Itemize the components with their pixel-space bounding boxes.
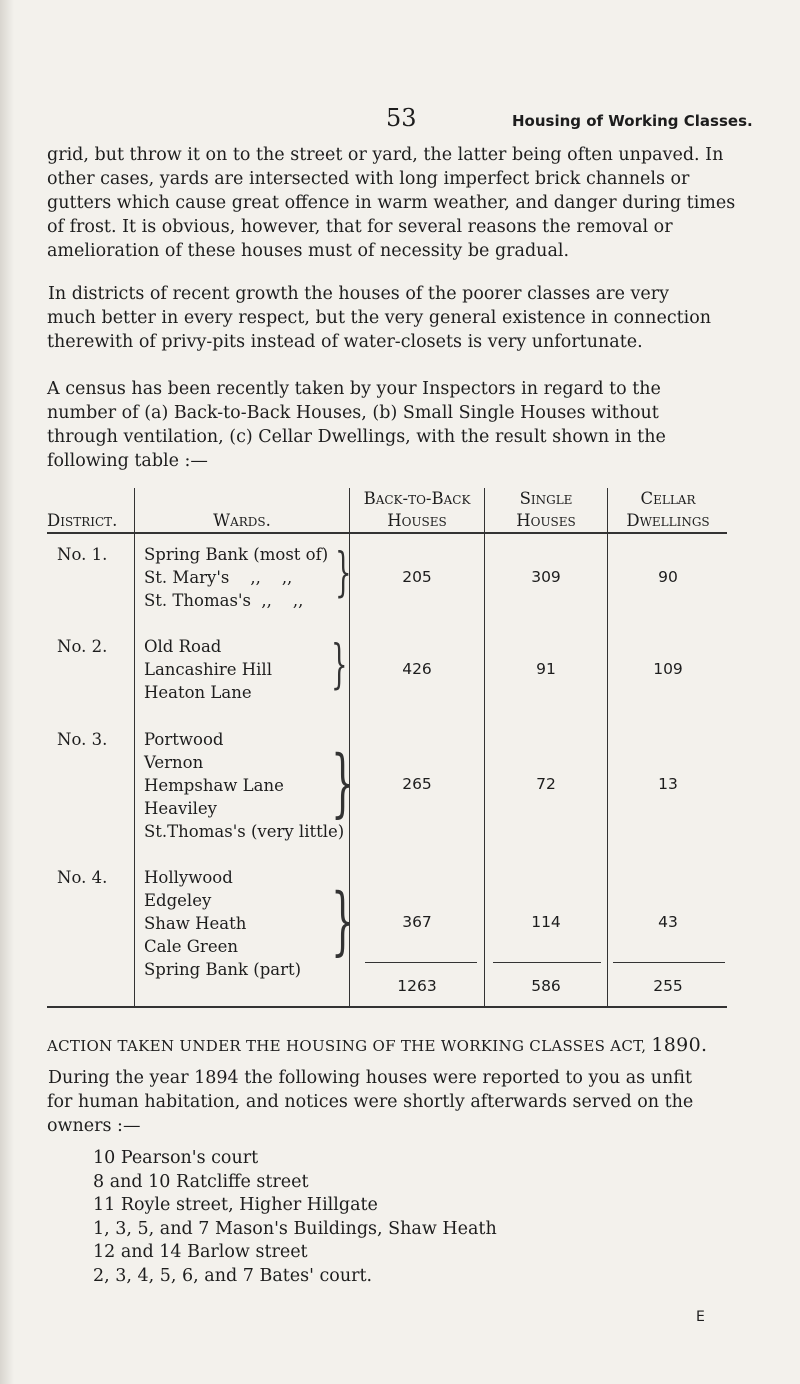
ward-name: Shaw Heath	[144, 914, 247, 933]
ward-name: Old Road	[144, 637, 222, 656]
brace-mark: }	[335, 543, 352, 603]
cellar-dwellings-value: 109	[653, 660, 683, 678]
ward-name: Hempshaw Lane	[144, 776, 284, 795]
paragraph-line: other cases, yards are intersected with long imperfect brick channels or	[47, 169, 690, 189]
list-item: 1, 3, 5, and 7 Mason's Buildings, Shaw Heath	[93, 1218, 497, 1239]
paragraph-line: During the year 1894 the following houses were reported to you as unfit	[48, 1068, 692, 1088]
ward-name: St. Thomas's ,, ,,	[144, 591, 304, 610]
single-houses-value: 309	[531, 568, 561, 586]
district-cell: No. 1.	[57, 545, 108, 564]
back-to-back-value: 367	[402, 913, 432, 931]
single-houses-value: 72	[536, 775, 556, 793]
paragraph-line: therewith of privy-pits instead of water-closets is very unfortunate.	[47, 332, 643, 352]
single-houses-value: 91	[536, 660, 556, 678]
paragraph-line: for human habitation, and notices were shortly afterwards served on the	[47, 1092, 694, 1112]
paragraph-line: through ventilation, (c) Cellar Dwellings, with the result shown in the	[47, 427, 666, 447]
section-heading-year: 1890.	[651, 1034, 708, 1056]
header-wards: Wards.	[213, 511, 271, 530]
section-heading	[47, 1034, 707, 1056]
bottom-rule	[47, 1006, 727, 1008]
back-to-back-value: 265	[402, 775, 432, 793]
district-cell: No. 4.	[57, 868, 108, 887]
list-item: 2, 3, 4, 5, 6, and 7 Bates' court.	[93, 1265, 373, 1286]
header-rule	[47, 532, 727, 534]
list-item: 8 and 10 Ratcliffe street	[93, 1171, 309, 1192]
list-item: 12 and 14 Barlow street	[93, 1242, 308, 1262]
column-divider	[484, 488, 485, 1006]
ward-name: Spring Bank (most of)	[144, 545, 329, 564]
ward-name: St. Mary's ,, ,,	[144, 568, 293, 587]
header-cellar-1: Cellar	[640, 489, 696, 508]
paragraph-line: owners :—	[47, 1116, 141, 1136]
cellar-dwellings-value: 90	[658, 568, 678, 586]
ward-name: St.Thomas's (very little)	[144, 822, 345, 841]
back-to-back-value: 426	[402, 660, 432, 678]
brace-mark: }	[331, 740, 355, 826]
total-rule	[365, 962, 477, 963]
list-item: 11 Royle street, Higher Hillgate	[93, 1195, 378, 1215]
header-single-1: Single	[519, 489, 573, 508]
page-number: 53	[386, 104, 417, 132]
total-single-houses: 586	[531, 977, 561, 995]
unfit-houses-list	[93, 1147, 497, 1288]
back-to-back-value: 205	[402, 568, 432, 586]
ward-name: Spring Bank (part)	[144, 960, 302, 979]
paragraph-line: grid, but throw it on to the street or yard, the latter being often unpaved. In	[47, 145, 724, 165]
total-cellar-dwellings: 255	[653, 977, 683, 995]
header-single-2: Houses	[516, 511, 576, 530]
paragraph-2	[47, 282, 719, 354]
ward-name: Cale Green	[144, 937, 238, 956]
paragraph-line: of frost. It is obvious, however, that for several reasons the removal or	[47, 217, 673, 237]
paragraph-line: amelioration of these houses must of necessity be gradual.	[47, 241, 570, 261]
cellar-dwellings-value: 13	[658, 775, 678, 793]
list-item: 10 Pearson's court	[93, 1148, 259, 1168]
page-binding-shadow	[0, 0, 14, 1384]
paragraph-line: following table :—	[47, 451, 208, 471]
header-back-to-back-2: Houses	[387, 511, 447, 530]
section-intro	[47, 1066, 719, 1138]
ward-name: Vernon	[144, 753, 204, 772]
ward-name: Heaviley	[144, 799, 217, 818]
header-back-to-back-1: Back-to-Back	[363, 489, 471, 508]
brace-mark: }	[331, 878, 355, 964]
ward-name: Heaton Lane	[144, 683, 252, 702]
census-table	[47, 489, 727, 1008]
ward-name: Edgeley	[144, 891, 212, 910]
ward-name: Lancashire Hill	[144, 660, 272, 679]
total-rule	[493, 962, 601, 963]
district-cell: No. 3.	[57, 730, 108, 749]
cellar-dwellings-value: 43	[658, 913, 678, 931]
total-rule	[613, 962, 725, 963]
header-district: District.	[47, 511, 118, 530]
paragraph-line: number of (a) Back-to-Back Houses, (b) Small Single Houses without	[47, 403, 659, 423]
paragraph-line: much better in every respect, but the very general existence in connection	[47, 308, 712, 328]
ward-name: Hollywood	[144, 868, 233, 887]
ward-name: Portwood	[144, 730, 224, 749]
column-divider	[134, 488, 135, 1006]
paragraph-line: gutters which cause great offence in warm weather, and danger during times	[47, 193, 736, 213]
section-heading-text: ACTION TAKEN UNDER THE HOUSING OF THE WORKING CLASSES ACT,	[47, 1037, 647, 1055]
paragraph-3	[47, 377, 719, 473]
paragraph-1	[47, 143, 736, 263]
running-title: Housing of Working Classes.	[512, 112, 753, 130]
brace-mark: }	[331, 635, 348, 695]
single-houses-value: 114	[531, 913, 561, 931]
paragraph-line: In districts of recent growth the houses of the poorer classes are very	[48, 284, 669, 304]
district-cell: No. 2.	[57, 637, 108, 656]
total-back-to-back: 1263	[397, 977, 437, 995]
header-cellar-2: Dwellings	[626, 511, 710, 530]
paragraph-line: A census has been recently taken by your Inspectors in regard to the	[47, 379, 661, 399]
page-header	[0, 104, 800, 136]
signature-mark: E	[696, 1309, 705, 1325]
